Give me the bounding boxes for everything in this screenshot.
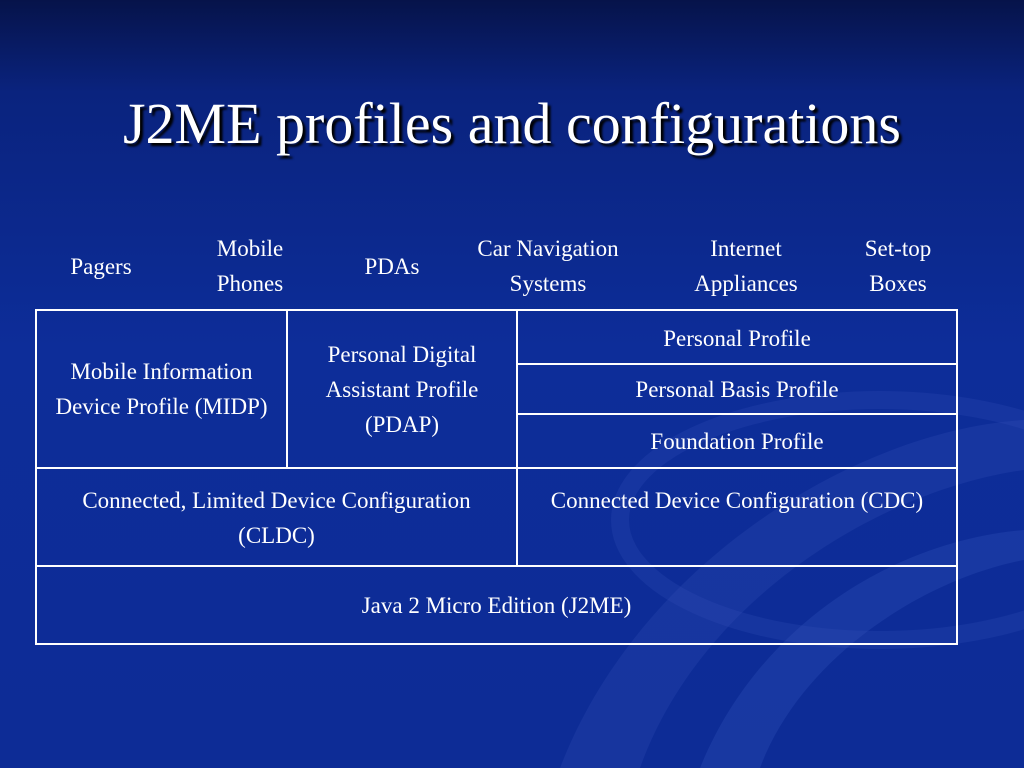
cdc-cell xyxy=(516,467,958,567)
device-label: Car Navigation Systems xyxy=(477,236,619,296)
device-label: Internet Appliances xyxy=(694,236,798,296)
device-categories xyxy=(0,228,1024,304)
cdc-label: Connected Device Configuration (CDC) xyxy=(550,488,924,513)
device-label: Set-top Boxes xyxy=(864,236,932,296)
cldc-label: Connected, Limited Device Configuration (CLDC) xyxy=(82,488,471,548)
midp-label: Mobile Information Device Profile (MIDP) xyxy=(55,359,268,419)
device-pagers xyxy=(40,228,162,304)
personal-basis-profile-label: Personal Basis Profile xyxy=(635,377,839,402)
cldc-cell xyxy=(35,467,518,567)
device-pdas xyxy=(332,228,452,304)
device-car-navigation-systems xyxy=(456,228,640,304)
slide-title: J2ME profiles and configurations xyxy=(122,91,901,156)
device-label: Mobile Phones xyxy=(216,236,284,296)
midp-cell xyxy=(35,309,288,469)
pdap-cell xyxy=(286,309,518,469)
personal-profile-cell xyxy=(516,309,958,365)
personal-basis-profile-cell xyxy=(516,363,958,415)
j2me-label: Java 2 Micro Edition (J2ME) xyxy=(361,592,632,618)
device-label: PDAs xyxy=(364,253,420,279)
personal-profile-label: Personal Profile xyxy=(663,326,811,351)
j2me-cell xyxy=(35,565,958,645)
device-mobile-phones xyxy=(188,228,312,304)
foundation-profile-label: Foundation Profile xyxy=(650,429,824,454)
pdap-label: Personal Digital Assistant Profile (PDAP) xyxy=(325,341,479,437)
device-set-top-boxes xyxy=(842,228,954,304)
device-internet-appliances xyxy=(668,228,824,304)
foundation-profile-cell xyxy=(516,413,958,469)
device-label: Pagers xyxy=(70,253,132,279)
